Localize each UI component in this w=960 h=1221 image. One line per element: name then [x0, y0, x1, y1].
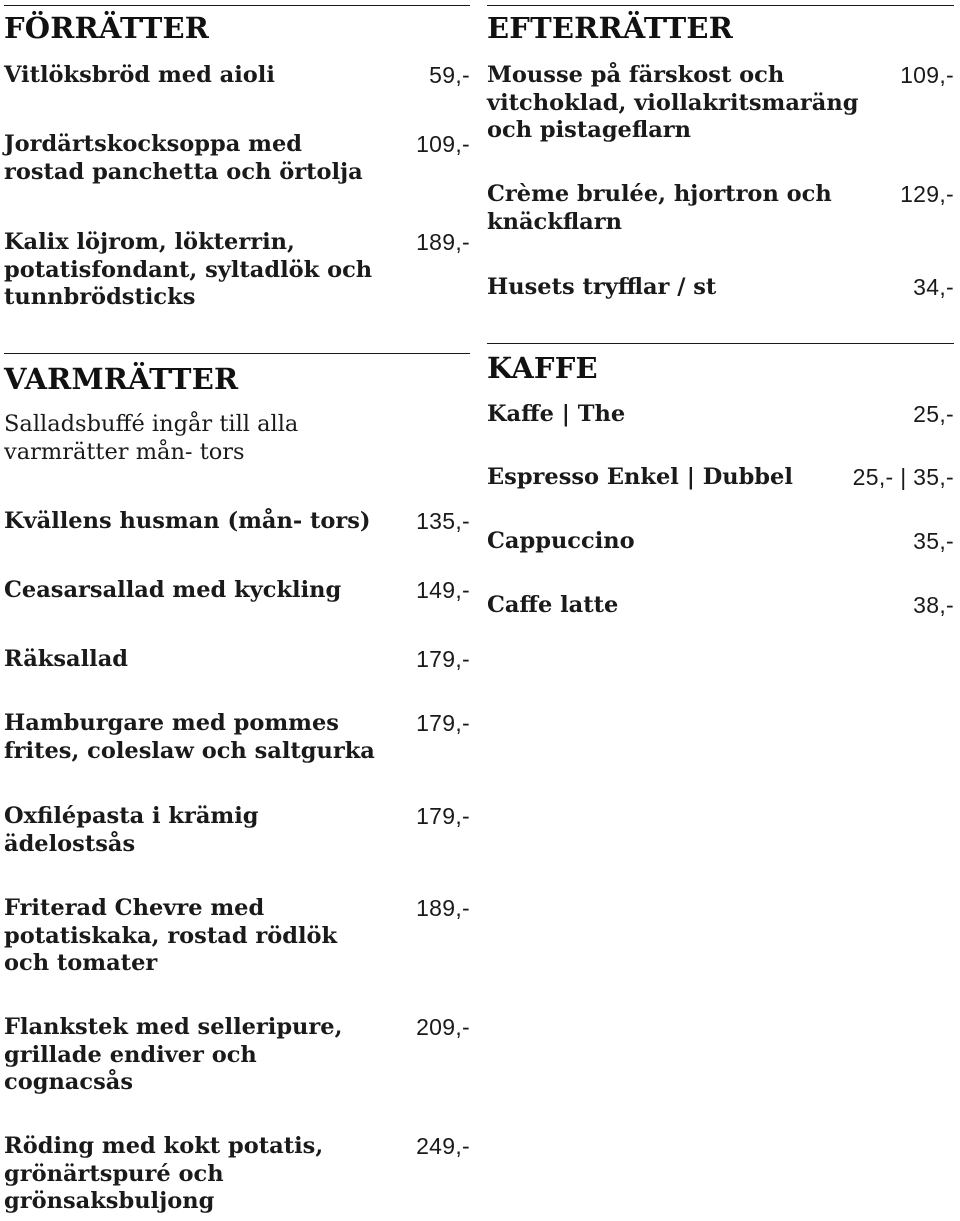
- menu-item-price: 135,-: [416, 508, 470, 534]
- menu-item-price: 109,-: [416, 131, 470, 157]
- menu-item: [487, 592, 954, 620]
- menu-item-name: Vitlöksbröd med aioli: [4, 62, 275, 88]
- menu-item-price: 25,-: [913, 401, 954, 427]
- menu-item: [4, 803, 470, 858]
- menu-item-name: Cappuccino: [487, 528, 635, 554]
- menu-item: [4, 646, 470, 674]
- menu-item: [4, 508, 470, 536]
- menu-item: [4, 895, 470, 978]
- section-divider: [487, 5, 954, 6]
- menu-item-price: 179,-: [416, 710, 470, 736]
- section-divider: [4, 353, 470, 354]
- section-divider: [4, 5, 470, 6]
- section-note: Salladsbuffé ingår till alla varmrätter mån- tors: [4, 411, 299, 465]
- menu-item-name: Espresso Enkel | Dubbel: [487, 464, 793, 490]
- menu-item-price: 179,-: [416, 646, 470, 672]
- menu-item-price: 38,-: [913, 592, 954, 618]
- section-title-varmratter: VARMRÄTTER: [4, 362, 239, 396]
- menu-item-name: Hamburgare med pommes frites, coleslaw och saltgurka: [4, 710, 375, 764]
- menu-item: [487, 464, 954, 492]
- menu-item: [4, 577, 470, 605]
- menu-item: [487, 181, 954, 236]
- menu-item-name: Mousse på färskost och vitchoklad, viollakritsmaräng och pistageflarn: [487, 62, 859, 143]
- menu-item: [4, 62, 470, 90]
- menu-item-name: Husets tryfflar / st: [487, 274, 717, 300]
- menu-item: [4, 229, 470, 312]
- menu-item-price: 129,-: [900, 181, 954, 207]
- menu-item-price: 149,-: [416, 577, 470, 603]
- menu-item-name: Flankstek med selleripure, grillade endiver och cognacsås: [4, 1014, 343, 1095]
- menu-item-name: Röding med kokt potatis, grönärtspuré och grönsaksbuljong: [4, 1133, 324, 1214]
- section-divider: [487, 343, 954, 344]
- menu-item-name: Friterad Chevre med potatiskaka, rostad rödlök och tomater: [4, 895, 338, 976]
- menu-item-price: 189,-: [416, 895, 470, 921]
- menu-item-price: 34,-: [913, 274, 954, 300]
- menu-item-price: 249,-: [416, 1133, 470, 1159]
- menu-item-name: Kaffe | The: [487, 401, 626, 427]
- menu-item-price: 35,-: [913, 528, 954, 554]
- menu-item-name: Kvällens husman (mån- tors): [4, 508, 371, 534]
- menu-item-name: Räksallad: [4, 646, 129, 672]
- section-title-forratter: FÖRRÄTTER: [4, 11, 210, 45]
- menu-item-name: Ceasarsallad med kyckling: [4, 577, 342, 603]
- menu-item-name: Jordärtskocksoppa med rostad panchetta och örtolja: [4, 131, 363, 185]
- menu-item-name: Caffe latte: [487, 592, 619, 618]
- menu-item-price: 179,-: [416, 803, 470, 829]
- menu-item: [487, 528, 954, 556]
- menu-item: [4, 1133, 470, 1216]
- section-title-kaffe: KAFFE: [487, 351, 598, 385]
- menu-item-price: 25,- | 35,-: [852, 464, 954, 490]
- menu-item: [487, 62, 954, 145]
- menu-item-price: 59,-: [429, 62, 470, 88]
- menu-item-price: 209,-: [416, 1014, 470, 1040]
- menu-item: [4, 1014, 470, 1097]
- menu-item-name: Kalix löjrom, lökterrin, potatisfondant, syltadlök och tunnbrödsticks: [4, 229, 373, 310]
- section-title-efterratter: EFTERRÄTTER: [487, 11, 734, 45]
- menu-item: [4, 131, 470, 186]
- menu-item: [487, 401, 954, 429]
- menu-item-name: Crème brulée, hjortron och knäckflarn: [487, 181, 832, 235]
- menu-item-price: 109,-: [900, 62, 954, 88]
- menu-item: [4, 710, 470, 765]
- menu-item-name: Oxfilépasta i krämig ädelostsås: [4, 803, 259, 857]
- menu-item-price: 189,-: [416, 229, 470, 255]
- menu-item: [487, 274, 954, 302]
